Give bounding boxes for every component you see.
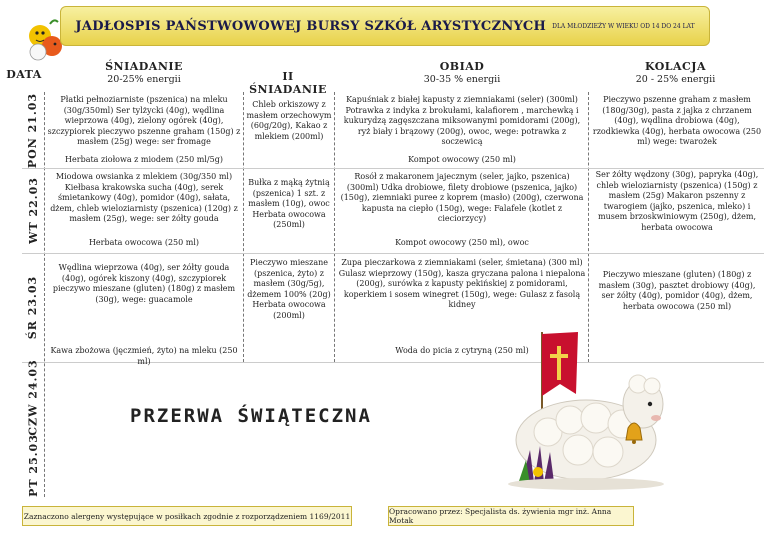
day-label-monday: PON 21.03 (26, 92, 40, 168)
menu-title-subtitle: DLA MŁODZIEŻY W WIEKU OD 14 DO 24 LAT (552, 22, 695, 30)
monday-breakfast: Płatki pełnoziarniste (pszenica) na mleku (30g/350ml) Ser tylżycki (40g), wędlina wieprzowa (40g), zielony ogórek (40g), szczypiorek pieczywo pszenne graham (150g) z masłem (25g) wege: ser fromage (47, 95, 241, 147)
allergen-note: Zaznaczono alergeny występujące w posiłkach zgodnie z rozporządzeniem 1169/2011 (22, 506, 352, 526)
row-divider (22, 253, 764, 254)
row-divider (22, 168, 764, 169)
menu-title: JADŁOSPIS PAŃSTWOWOWEJ BURSY SZKÓŁ ARYSTYCZNYCH (75, 18, 547, 34)
menu-title-banner (60, 6, 710, 46)
supper-energy: 20 - 25% energii (635, 74, 716, 85)
monday-second-breakfast: Chleb orkiszowy z masłem orzechowym (60g/20g), Kakao z mlekiem (200ml) (246, 100, 332, 141)
wednesday-breakfast: Wędlina wieprzowa (40g), ser żółty gouda (40g), ogórek kiszony (40g), szczypiorek pieczywo mieszane (gluten) (180g) z masłem (30g), wege: guacamole (52, 263, 236, 304)
wednesday-dinner-drink: Woda do picia z cytryną (250 ml) (395, 346, 529, 355)
monday-dinner-drink: Kompot owocowy (250 ml) (408, 155, 516, 164)
holiday-break-notice: PRZERWA ŚWIĄTECZNA (130, 405, 372, 427)
grid-divider (243, 92, 244, 362)
day-label-tuesday: WT 22.03 (26, 177, 40, 244)
tuesday-breakfast-drink: Herbata owocowa (250 ml) (88, 238, 200, 247)
dinner-header (336, 60, 588, 85)
tuesday-second-breakfast: Bułka z mąką żytnią (pszenica) 1 szt. z masłem (10g), owoc Herbata owocowa (250ml) (248, 178, 330, 230)
supper-header (588, 60, 763, 85)
data-column-header: DATA (6, 68, 42, 81)
grid-divider (44, 92, 45, 497)
monday-supper: Pieczywo pszenne graham z masłem (180g/30g), pasta z jajka z chrzanem (40g), wędlina drobiowa (40g), rzodkiewka (40g), herbata owocowa (250 ml) wege: twarożek (592, 95, 762, 147)
breakfast-energy: 20-25% energii (107, 74, 181, 85)
wednesday-dinner: Zupa pieczarkowa z ziemniakami (seler, śmietana) (300 ml) Gulasz wieprzowy (150g), kasza gryczana palona i niepalona (200g), surówka z kapusty pekińskiej z pomidorami, koperkiem i sosem winegret (150g), wege: Gulasz z fasolą kidney (338, 258, 586, 310)
prepared-by-note: Opracowano przez: Specjalista ds. żywienia mgr inż. Anna Motak (388, 506, 634, 526)
easter-lamb-illustration (478, 322, 678, 497)
tuesday-dinner: Rosół z makaronem jajecznym (seler, jajko, pszenica) (300ml) Udka drobiowe, filety drobiowe (pszenica, jajko) (150g), ziemniaki puree z koprem (masło) (200g), czerwona kapusta na ciepło (150g), wege: Falafele (kotlet z cieciorzycy) (340, 172, 584, 224)
tuesday-breakfast: Miodowa owsianka z mlekiem (30g/350 ml) Kiełbasa krakowska sucha (40g), serek śmietankowy (40g), pomidor (40g), sałata, dżem, chleb wieloziarnisty (pszenica) (120g) z masłem (25g), wege: ser żółty gouda (50, 172, 238, 224)
day-label-friday: PT 25.03 (26, 433, 40, 497)
second-breakfast-title: II ŚNIADANIE (249, 70, 327, 96)
grid-divider (334, 92, 335, 362)
dinner-energy: 30-35 % energii (423, 74, 501, 85)
day-label-thursday: CZW 24.03 (26, 358, 40, 436)
day-label-wednesday: ŚR 23.03 (26, 275, 40, 340)
tuesday-dinner-drink: Kompot owocowy (250 ml), owoc (395, 238, 529, 247)
wednesday-second-breakfast: Pieczywo mieszane (pszenica, żyto) z masłem (30g/5g), dżemem 100% (20g) Herbata owocowa (200ml) (247, 258, 331, 320)
monday-dinner: Kapuśniak z białej kapusty z ziemniakami (seler) (300ml) Potrawka z indyka z brokułami, kalafiorem , marchewką i kukurydzą zagęszczana miksowanymi pomidorami (200g), ryż biały i brązowy (200g), owoc, wege: potrawka z soczewicą (343, 95, 581, 147)
dinner-title: OBIAD (439, 60, 485, 73)
column-headers (0, 60, 768, 96)
breakfast-header (46, 60, 242, 85)
wednesday-breakfast-drink: Kawa zbożowa (jęczmień, żyto) na mleku (250 ml) (50, 346, 238, 366)
wednesday-supper: Pieczywo mieszane (gluten) (180g) z masłem (30g), pasztet drobiowy (40g), ser żółty (40g), pomidor (40g), dżem, herbata owocowa (250 ml) (598, 270, 756, 311)
supper-title: KOLACJA (644, 60, 707, 73)
monday-breakfast-drink: Herbata ziołowa z miodem (250 ml/5g) (65, 155, 223, 164)
second-breakfast-header (243, 70, 333, 96)
tuesday-supper: Ser żółty wędzony (30g), papryka (40g), chleb wieloziarnisty (pszenica) (150g) z masłem (25g) Makaron pszenny z twarogiem (jajko, pszenica, mleko) i musem brzoskwiniowym (250g), dżem, herbata owocowa (595, 170, 759, 232)
breakfast-title: ŚNIADANIE (105, 60, 183, 73)
